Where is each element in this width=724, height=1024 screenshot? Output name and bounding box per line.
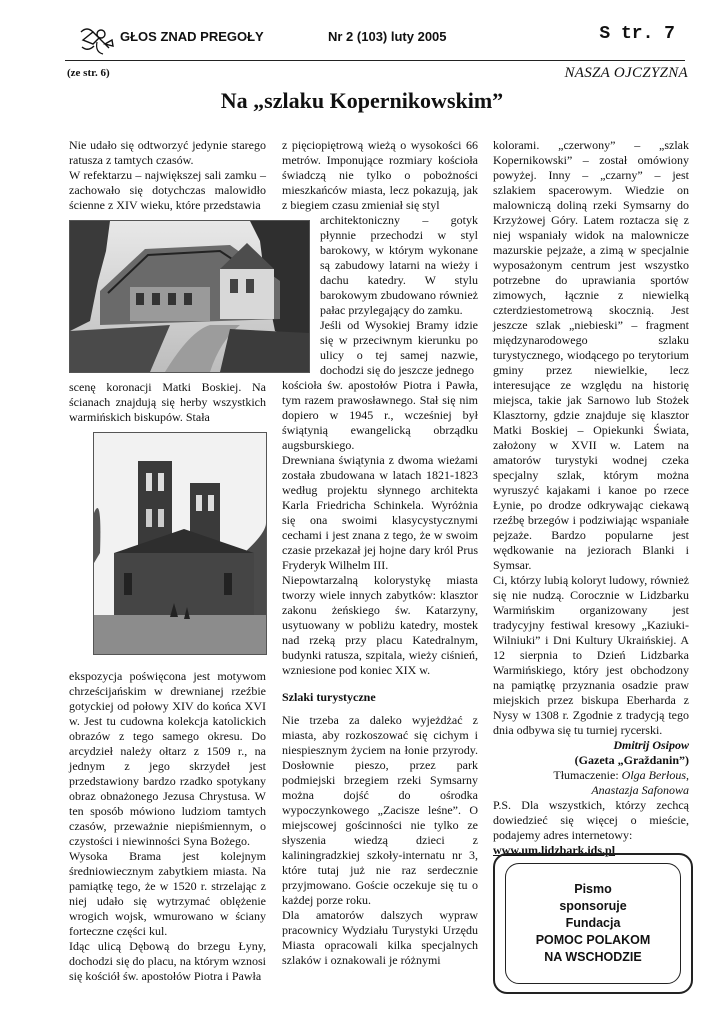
paragraph: kolorami. „czerwony” – „szlak Kopernikowski” – został omówiony powyżej. Inny – „czarny” – jest szlakiem spacerowym. Wiedzie on malowniczą doliną rzeki Symsarny do Krzyżowej Góry. Latem roztacza się z niej wspaniały widok na malownicze mazurskie pejzaże, a zimą w specjalnie wyposażonym centrum jest wszystko potrzebne do uprawiania sportów zimowych, łącznie z niewielką czterdziestometrową skocznią. Jest jeszcze szlak „niebieski” – fragment międzynarodowego szlaku turystycznego, wiodącego po terytorium gminy przez niewielkie, lecz interesujące ze względu na historię miejsca, takie jak Sarnowo lub Stożek Klasztorny, gdzie znajduje się klasztor Matki Boskiej – Opiekunki Świata, założony w XVII w. Latem na amatorów turystyki wodnej czeka specjalny szlak, którym można wyruszyć kajakami i kanoe po rzece Łynie, po drodze odkrywając ciekawą rzeźbę brzegów i podziwiając wspaniałe pejzaże. Bardzo popularne jest wędkowanie na jeziorach Blanki i Symsar. xyxy=(493,138,689,572)
paragraph: Ci, którzy lubią koloryt ludowy, również się nie nudzą. Corocznie w Lidzbarku Warmińskim organizowany jest tradycyjny festiwal kresowy „Kaziuki-Wilniuki” i Dni Kultury Ukraińskiej. A 12 sierpnia to Dzień Lidzbarka Warmińskiego, który jest obchodzony na pamiątkę przyznania osadzie praw miejskich przez biskupa Eberharda z Nysy w 1308 r. Zgodnie z tradycją tego dnia odbywa się tu turniej rycerski. xyxy=(493,573,689,737)
paragraph: ekspozycja poświęcona jest motywom chrześcijańskim w drewnianej rzeźbie gotyckiej od połowy XIV do końca XVI w. Jest tu cudowna kolekcja katolickich obrazów z tego samego okresu. Do arcydzieł należy ołtarz z 1509 r., na jednym z jego skrzydeł jest przedstawiony bardzo rzadko spotykany obraz obnażonego Jezusa Chrystusa. W ten sposób mówiono ludziom tamtych czasów, przeważnie niepiśmiennym, o czystości i niewinności Syna Bożego. xyxy=(69,669,266,848)
castle-building-photo xyxy=(69,220,310,373)
paragraph: Nie udało się odtworzyć jedynie starego ratusza z tamtych czasów. xyxy=(69,138,266,167)
sponsor-inner-box xyxy=(505,863,681,984)
sponsor-line: NA WSCHODZIE xyxy=(544,950,642,964)
paragraph: Wysoka Brama jest kolejnym średniowiecznym zabytkiem miasta. Na pamiątkę tego, że w 1520 r. strzelając z niej udało się wytrzymać oblężenie wrogich wojsk, wmurowano w ściany fortecznе części kul. xyxy=(69,849,266,938)
column-1-top xyxy=(69,138,266,213)
translator-name: Anastazja Safonowa xyxy=(591,783,689,797)
paragraph: P.S. Dla wszystkich, którzy zechcą dowiedzieć się więcej o mieście, podajemy adres internetowy: xyxy=(493,798,689,842)
translators xyxy=(493,768,689,783)
column-1-bottom xyxy=(69,669,266,984)
column-3 xyxy=(493,138,689,858)
issue-number: Nr 2 (103) luty 2005 xyxy=(328,29,447,44)
paragraph: scenę koronacji Matki Boskiej. Na ścianach znajdują się herby wszystkich warmińskich biskupów. Stała xyxy=(69,380,266,424)
page-number: S tr. 7 xyxy=(599,24,675,44)
paragraph: kościoła św. apostołów Piotra i Pawła, tym razem prawosławnego. Stał się nim dopiero w 1945 r., wcześniej był świątynią ewangelicką obrządku augsburskiego. xyxy=(282,378,478,452)
paragraph: Dla amatorów dalszych wypraw pracownicy Wydziału Turystyki Urzędu Miasta opracowali kilka specjalnych szlaków i oznakowali je różnymi xyxy=(282,908,478,967)
masthead: GŁOS ZNAD PREGOŁY xyxy=(120,29,264,44)
church-photo xyxy=(93,432,267,655)
sponsor-line: Fundacja xyxy=(565,916,621,930)
sponsor-line: Pismo xyxy=(574,882,612,896)
sponsor-line: sponsoruje xyxy=(559,899,627,913)
column-1-middle xyxy=(69,380,266,425)
page-header xyxy=(65,20,685,61)
paragraph: z pięciopiętrową wieżą o wysokości 66 metrów. Imponujące rozmiary kościoła świadczą nie tylko o pobożności mieszkańców miasta, lecz pokazują, jak z biegiem czasu zmieniał się styl xyxy=(282,138,478,212)
translator-name: Olga Berłous, xyxy=(621,768,689,782)
subheading: Szlaki turystyczne xyxy=(282,690,376,704)
paragraph: Idąc ulicą Dębową do brzegu Łyny, dochodzi się do placu, na którym wznosi się kościół św. apostołów Piotra i Pawła xyxy=(69,939,266,983)
paragraph: Niepowtarzalną kolorystykę miasta tworzy wiele innych zabytków: klasztor zakonu żeńskiego św. Katarzyny, usytuowany w pobliżu katedry, mostek nad rzeką przy placu Katedralnym, budynki ratusza, szpitala, wieży ciśnień, wzniesione pod koniec XIX w. xyxy=(282,573,478,677)
paragraph: architektoniczny – gotyk płynnie przechodzi w styl barokowy, w którym wykonane są zabudowy latarni na wieży i dachu katedry. W stylu barokowym zbudowano również pałac przylegający do zamku. xyxy=(320,213,478,317)
article-title: Na „szlaku Kopernikowskim” xyxy=(220,88,504,113)
sponsor-line: POMOC POLAKOM xyxy=(535,933,651,947)
paragraph: Nie trzeba za daleko wyjeżdżać z miasta, aby rozkoszować się cichym i niespiesznym życiem na łonie przyrody. Dosłownie pieszo, przez park podmiejski brzegiem rzeki Symsarny można dojść do ośrodka wypoczynkowego „Zacisze leśne”. O miejscowej gościnności nie tylko ze słyszenia wiedzą dzieci z kaliningradzkiej szkoły-internatu nr 3, które tutaj już nie raz serdecznie przyjmowano. Goście oczekuje się tu o każdej porze roku. xyxy=(282,713,478,907)
sponsor-box xyxy=(493,853,693,994)
source-name: (Gazeta „Graždanin”) xyxy=(574,753,689,767)
translators-label: Tłumaczenie: xyxy=(553,768,619,782)
paragraph: Jeśli od Wysokiej Bramy idzie się w przeciwnym kierunku po ulicy o tej samej nazwie, dochodzi się do jeszcze jednego xyxy=(320,318,478,377)
column-2 xyxy=(282,138,478,968)
section-name: NASZA OJCZYZNA xyxy=(564,65,688,81)
continued-from: (ze str. 6) xyxy=(67,67,110,79)
author-name: Dmitrij Osipow xyxy=(613,738,689,752)
angel-trumpet-icon xyxy=(79,22,115,56)
paragraph: Drewniana świątynia z dwoma wieżami została zbudowana w latach 1821-1823 według projektu słynnego architekta Karla Friedricha Schinkela. Wyróżnia się ona swoimi klasycystycznymi cechami i jest znana z tego, że w swoim czasie przekazał jej hojne dary król Prus Fryderyk Wilhelm III. xyxy=(282,453,478,572)
paragraph: W refektarzu – największej sali zamku –zachowało się dotychczas malowidło ścienne z XIV wieku, które przedstawia xyxy=(69,168,266,212)
website-link[interactable]: www.um.lidzbark.ids.pl xyxy=(493,843,616,857)
